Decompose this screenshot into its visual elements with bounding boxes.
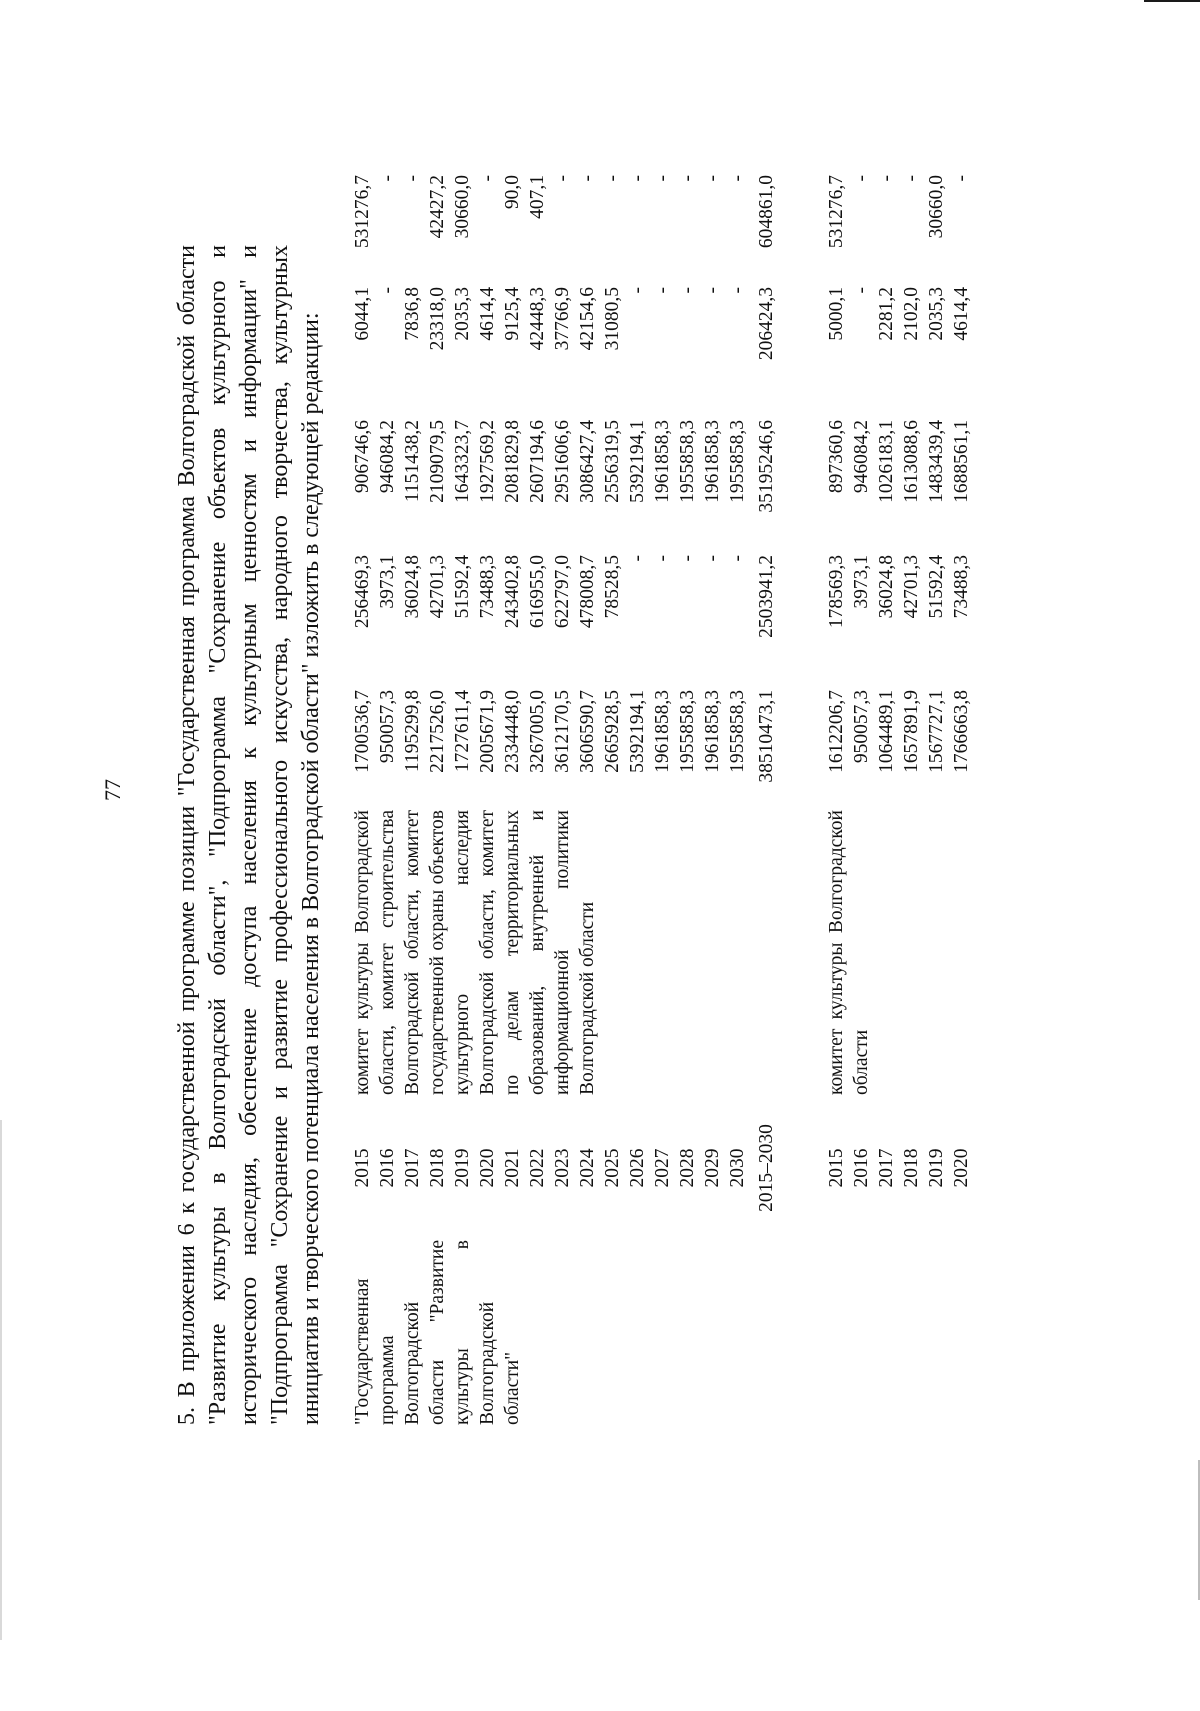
table-cell: 51592,4 <box>926 555 947 619</box>
table-cell: 1612206,7 <box>826 690 847 773</box>
scan-edge-left <box>0 1120 2 1640</box>
local-column <box>824 287 974 397</box>
table-cell: - <box>602 175 623 182</box>
table-block-program <box>350 175 800 1425</box>
program-name: "Государственная программа Волгоградской области "Развитие культуры в Волгоградской области" <box>352 1240 523 1425</box>
table-cell: - <box>901 175 922 182</box>
table-cell: 1961858,3 <box>652 690 673 773</box>
table-cell: 4614,4 <box>951 287 972 341</box>
table-cell: 256469,3 <box>352 555 373 629</box>
table-cell: 2015 <box>352 1148 373 1188</box>
table-cell: - <box>702 287 723 294</box>
years-column <box>824 1123 974 1213</box>
table-cell: - <box>702 555 723 562</box>
table-cell: 1643323,7 <box>452 420 473 503</box>
table-cell: 2029 <box>702 1148 723 1188</box>
table-cell: - <box>951 175 972 182</box>
table-cell: - <box>677 287 698 294</box>
table-cell: 4614,4 <box>477 287 498 341</box>
table-cell: 23318,0 <box>427 287 448 351</box>
table-cell: 2027 <box>652 1148 673 1188</box>
table-cell-total: 35195246,6 <box>756 420 777 513</box>
table-cell: 1613088,6 <box>901 420 922 503</box>
table-cell: - <box>627 175 648 182</box>
table-cell: 2334448,0 <box>502 690 523 773</box>
extra-column <box>350 175 779 285</box>
table-cell: 3973,1 <box>377 555 398 609</box>
table-cell: 51592,4 <box>452 555 473 619</box>
table-cell: 1026183,1 <box>876 420 897 503</box>
table-cell: - <box>652 555 673 562</box>
table-cell: 5392194,1 <box>627 420 648 503</box>
table-cell: 36024,8 <box>402 555 423 619</box>
table-cell: 1567727,1 <box>926 690 947 773</box>
table-cell: - <box>876 175 897 182</box>
table-cell: 531276,7 <box>826 175 847 249</box>
table-cell: 2030 <box>727 1148 748 1188</box>
table-cell: - <box>677 175 698 182</box>
table-cell-total: 604861,0 <box>756 175 777 249</box>
table-cell: 622797,0 <box>552 555 573 629</box>
table-cell: 2022 <box>527 1148 548 1188</box>
table-cell: 2019 <box>926 1148 947 1188</box>
table-cell: - <box>377 175 398 182</box>
table-cell: 30660,0 <box>452 175 473 239</box>
table-cell: 2035,3 <box>452 287 473 341</box>
table-cell: 2023 <box>552 1148 573 1188</box>
table-cell: 42427,2 <box>427 175 448 239</box>
table-cell: 42154,6 <box>577 287 598 351</box>
table-cell: 1195299,8 <box>402 690 423 773</box>
financing-table <box>350 175 984 1425</box>
table-cell: 2020 <box>951 1148 972 1188</box>
table-cell: 6044,1 <box>352 287 373 341</box>
table-cell: 42701,3 <box>901 555 922 619</box>
table-cell: - <box>577 175 598 182</box>
table-cell: 5000,1 <box>826 287 847 341</box>
table-cell: 2024 <box>577 1148 598 1188</box>
table-cell: 243402,8 <box>502 555 523 629</box>
table-cell: 2005671,9 <box>477 690 498 773</box>
table-cell: - <box>727 175 748 182</box>
table-cell: 30660,0 <box>926 175 947 239</box>
table-cell-total: 2503941,2 <box>756 555 777 638</box>
table-cell: 946084,2 <box>851 420 872 494</box>
table-cell: 78528,5 <box>602 555 623 619</box>
table-cell: 2951606,6 <box>552 420 573 503</box>
table-cell: 2102,0 <box>901 287 922 341</box>
table-cell: 2035,3 <box>926 287 947 341</box>
regional-column <box>350 420 779 530</box>
table-cell: - <box>552 175 573 182</box>
table-cell: 178569,3 <box>826 555 847 629</box>
table-cell: 2109079,5 <box>427 420 448 503</box>
table-cell: - <box>652 287 673 294</box>
table-cell: 950057,3 <box>377 690 398 764</box>
table-cell: 1961858,3 <box>702 420 723 503</box>
table-cell: 478008,7 <box>577 555 598 629</box>
table-cell: 1961858,3 <box>702 690 723 773</box>
years-column <box>350 1123 779 1213</box>
table-cell: 5392194,1 <box>627 690 648 773</box>
total-column <box>350 690 779 800</box>
table-cell: 3086427,4 <box>577 420 598 503</box>
table-cell: - <box>727 555 748 562</box>
table-cell: 37766,9 <box>552 287 573 351</box>
table-cell: 1688561,1 <box>951 420 972 503</box>
table-cell-total: 206424,3 <box>756 287 777 361</box>
table-cell: - <box>652 175 673 182</box>
table-cell: - <box>402 175 423 182</box>
table-cell: 2556319,5 <box>602 420 623 503</box>
table-cell: 1927569,2 <box>477 420 498 503</box>
table-cell: 73488,3 <box>477 555 498 619</box>
table-cell: 407,1 <box>527 175 548 219</box>
table-cell: 2025 <box>602 1148 623 1188</box>
table-cell: 2026 <box>627 1148 648 1188</box>
federal-column <box>350 555 779 665</box>
table-cell: 1955858,3 <box>727 420 748 503</box>
table-cell: 1151438,2 <box>402 420 423 503</box>
table-cell: 3612170,5 <box>552 690 573 773</box>
table-cell: 2017 <box>402 1148 423 1188</box>
executor-cell: комитет культуры Волгоградской области, комитет строительства Волгоградской области, комитет государственной охраны объектов культурного наследия Волгоградской области, комитет по делам территориальных образований, внутренней и информационной политики Волгоградской области <box>352 810 598 1095</box>
table-cell: 906746,6 <box>352 420 373 494</box>
table-cell: 2607194,6 <box>527 420 548 503</box>
table-cell: 1700536,7 <box>352 690 373 773</box>
table-cell: 2016 <box>851 1148 872 1188</box>
page-number: 77 <box>100 779 125 801</box>
table-block-subprogram <box>824 175 984 1425</box>
table-cell: 36024,8 <box>876 555 897 619</box>
table-cell: 2665928,5 <box>602 690 623 773</box>
table-cell: - <box>477 175 498 182</box>
table-cell: 1955858,3 <box>677 420 698 503</box>
table-cell: 897360,6 <box>826 420 847 494</box>
table-cell: 42701,3 <box>427 555 448 619</box>
local-column <box>350 287 779 397</box>
table-cell: 1657891,9 <box>901 690 922 773</box>
table-cell: 2020 <box>477 1148 498 1188</box>
table-cell: 950057,3 <box>851 690 872 764</box>
table-cell: 1961858,3 <box>652 420 673 503</box>
table-cell-total: 2015–2030 <box>756 1124 777 1212</box>
table-cell: - <box>727 287 748 294</box>
table-cell: - <box>627 555 648 562</box>
table-cell: 1955858,3 <box>677 690 698 773</box>
table-cell: 1955858,3 <box>727 690 748 773</box>
table-cell: 3606590,7 <box>577 690 598 773</box>
table-cell: 9125,4 <box>502 287 523 341</box>
table-cell: 2018 <box>901 1148 922 1188</box>
table-cell: 2019 <box>452 1148 473 1188</box>
table-cell: 90,0 <box>502 175 523 210</box>
table-cell: - <box>702 175 723 182</box>
table-cell: 3267005,0 <box>527 690 548 773</box>
table-cell: 946084,2 <box>377 420 398 494</box>
table-cell: - <box>851 287 872 294</box>
table-cell: 2016 <box>377 1148 398 1188</box>
table-cell: 1064489,1 <box>876 690 897 773</box>
table-cell-total: 38510473,1 <box>756 690 777 783</box>
table-cell: 1766663,8 <box>951 690 972 773</box>
table-cell: 73488,3 <box>951 555 972 619</box>
extra-column <box>824 175 974 285</box>
federal-column <box>824 555 974 665</box>
regional-column <box>824 420 974 530</box>
table-cell: 2018 <box>427 1148 448 1188</box>
table-cell: 3973,1 <box>851 555 872 609</box>
table-cell: 2081829,8 <box>502 420 523 503</box>
table-cell: 42448,3 <box>527 287 548 351</box>
intro-paragraph <box>172 245 327 1425</box>
table-cell: 2028 <box>677 1148 698 1188</box>
table-cell: - <box>627 287 648 294</box>
table-cell: 2015 <box>826 1148 847 1188</box>
table-cell: - <box>851 175 872 182</box>
table-cell: 616955,0 <box>527 555 548 629</box>
table-cell: 7836,8 <box>402 287 423 341</box>
scan-edge-top <box>1144 0 1200 2</box>
table-cell: 2017 <box>876 1148 897 1188</box>
intro-text: 5. В приложении 6 к государственной программе позиции "Государственная программа Волгоградской области "Развитие культуры в Волгоградской области", "Подпрограмма "Сохранение объектов культурного и исторического наследия, обеспечение доступа населения к культурным ценностям и информации" и "Подпрограмма "Сохранение и развитие профессионального искусства, народного творчества, культурных инициатив и творческого потенциала населения в Волгоградской области" изложить в следующей редакции: <box>174 245 324 1425</box>
table-cell: 2217526,0 <box>427 690 448 773</box>
table-cell: 1483439,4 <box>926 420 947 503</box>
executor-cell: комитет культуры Волгоградской области <box>826 810 872 1095</box>
table-cell: 31080,5 <box>602 287 623 351</box>
document-page <box>80 0 1080 1580</box>
table-cell: 2281,2 <box>876 287 897 341</box>
table-cell: 1727611,4 <box>452 690 473 773</box>
total-column <box>824 690 974 800</box>
table-cell: 531276,7 <box>352 175 373 249</box>
table-cell: - <box>377 287 398 294</box>
table-cell: 2021 <box>502 1148 523 1188</box>
table-cell: - <box>677 555 698 562</box>
